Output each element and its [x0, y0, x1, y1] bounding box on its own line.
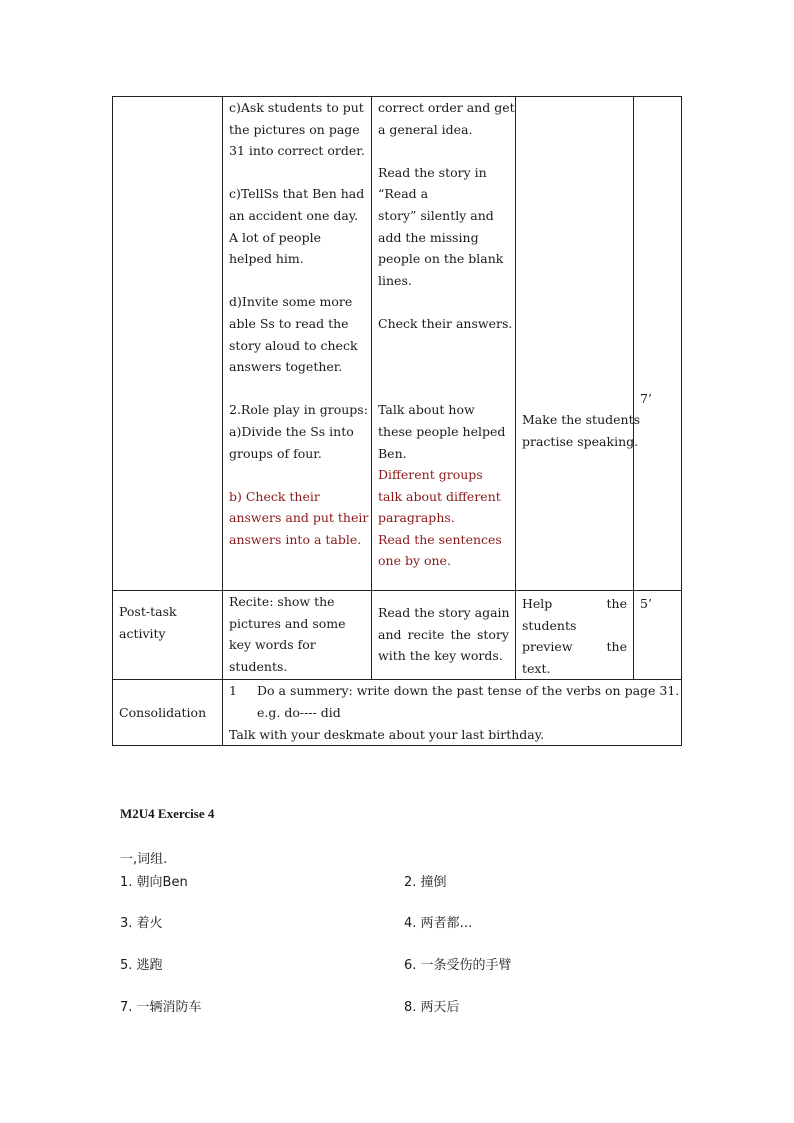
time-value: 7’	[640, 391, 652, 406]
activity-line: and recite the story	[378, 626, 509, 642]
step-line: Recite: show the	[229, 594, 335, 609]
text-line: Make the students	[522, 412, 641, 427]
text-line: an accident one day.	[229, 207, 359, 223]
student-activities-cell	[372, 591, 516, 680]
text-line: these people helped	[378, 423, 506, 439]
consolidation-line: e.g. do---- did	[257, 704, 341, 720]
purpose-word: preview	[522, 639, 573, 655]
blank-line	[378, 378, 509, 400]
exercise-item: 7. 一辆消防车	[120, 1000, 202, 1015]
text-line: one by one.	[378, 553, 451, 569]
text-line: b) Check their	[229, 488, 320, 504]
text-line: answers into a table.	[229, 531, 362, 547]
purpose-word: the	[606, 596, 627, 611]
consolidation-cell	[223, 680, 682, 746]
text-line: add the missing	[378, 229, 479, 245]
blank-line	[378, 335, 509, 357]
activity-line: with the key words.	[378, 648, 503, 664]
activity-line: Read the story again	[378, 605, 510, 620]
purpose-line	[522, 593, 627, 615]
consolidation-line	[229, 680, 680, 702]
text-line: Check their answers.	[378, 315, 513, 331]
purpose-line: text.	[522, 660, 551, 676]
exercise-part-title: 一,词组.	[120, 852, 168, 867]
text-line: answers together.	[229, 359, 343, 375]
student-activities-cell	[372, 97, 516, 591]
blank-line	[229, 270, 365, 292]
blank-line	[229, 378, 365, 400]
purpose-word: the	[606, 639, 627, 655]
text-line: talk about different	[378, 488, 501, 504]
exercise-item: 5. 逃跑	[120, 958, 163, 973]
time-cell	[634, 97, 682, 591]
text-line: story aloud to check	[229, 337, 358, 353]
step-line: pictures and some	[229, 615, 346, 631]
text-line: A lot of people	[229, 229, 321, 245]
text-line: Ben.	[378, 445, 407, 461]
text-line: paragraphs.	[378, 510, 455, 526]
consolidation-text: Do a summery: write down the past tense of the verbs on page 31.	[257, 683, 680, 699]
purpose-cell	[516, 591, 634, 680]
exercise-item: 2. 撞倒	[404, 875, 447, 890]
teacher-steps-cell	[223, 591, 372, 680]
text-line: a general idea.	[378, 121, 473, 137]
exercise-item: 6. 一条受伤的手臂	[404, 958, 512, 973]
lesson-plan-table	[112, 96, 682, 746]
text-line: able Ss to read the	[229, 315, 349, 331]
exercise-item: 4. 两者都…	[404, 916, 473, 931]
stage-cell	[113, 680, 223, 746]
list-number: 1	[229, 683, 237, 699]
text-line: groups of four.	[229, 445, 322, 461]
purpose-line	[522, 636, 627, 658]
text-line: c)Ask students to put	[229, 100, 364, 115]
text-line: a)Divide the Ss into	[229, 423, 354, 439]
blank-line	[378, 140, 509, 162]
step-line: key words for	[229, 637, 316, 653]
stage-cell	[113, 591, 223, 680]
text-line: practise speaking.	[522, 433, 639, 449]
text-line: Read the story in	[378, 164, 487, 180]
text-line: story” silently and	[378, 207, 494, 223]
stage-label: Consolidation	[119, 705, 207, 721]
blank-line	[229, 464, 365, 486]
purpose-line: students	[522, 617, 577, 633]
consolidation-line: Talk with your deskmate about your last birthday.	[229, 726, 545, 742]
purpose-word: Help	[522, 596, 553, 611]
purpose-cell	[516, 97, 641, 591]
table-row	[113, 680, 682, 746]
table-row	[113, 97, 682, 591]
text-line: c)TellSs that Ben had	[229, 186, 365, 202]
exercise-item: 1. 朝向Ben	[120, 875, 188, 890]
text-line: lines.	[378, 272, 412, 288]
text-line: the pictures on page	[229, 121, 360, 137]
teacher-steps-cell	[223, 97, 372, 591]
text-line: 2.Role play in groups:	[229, 402, 368, 418]
table-row	[113, 591, 682, 680]
text-line: 31 into correct order.	[229, 143, 365, 159]
text-line: Talk about how	[378, 402, 475, 418]
time-cell	[634, 591, 682, 680]
text-line: Read the sentences	[378, 531, 502, 547]
text-line: Different groups	[378, 467, 483, 483]
stage-cell	[113, 97, 223, 591]
blank-line	[378, 356, 509, 378]
text-line: “Read a	[378, 186, 429, 202]
blank-line	[378, 291, 509, 313]
text-line: helped him.	[229, 251, 304, 267]
text-line: correct order and get	[378, 100, 515, 115]
text-line: d)Invite some more	[229, 294, 353, 310]
step-line: students.	[229, 658, 288, 674]
stage-label: activity	[119, 625, 166, 641]
exercise-item: 8. 两天后	[404, 1000, 460, 1015]
blank-line	[229, 162, 365, 184]
exercise-title: M2U4 Exercise 4	[120, 806, 215, 821]
text-line: answers and put their	[229, 510, 369, 526]
stage-label: Post-task	[119, 604, 177, 619]
text-line: people on the blank	[378, 251, 504, 267]
time-value: 5’	[640, 596, 652, 611]
exercise-item: 3. 着火	[120, 916, 163, 931]
